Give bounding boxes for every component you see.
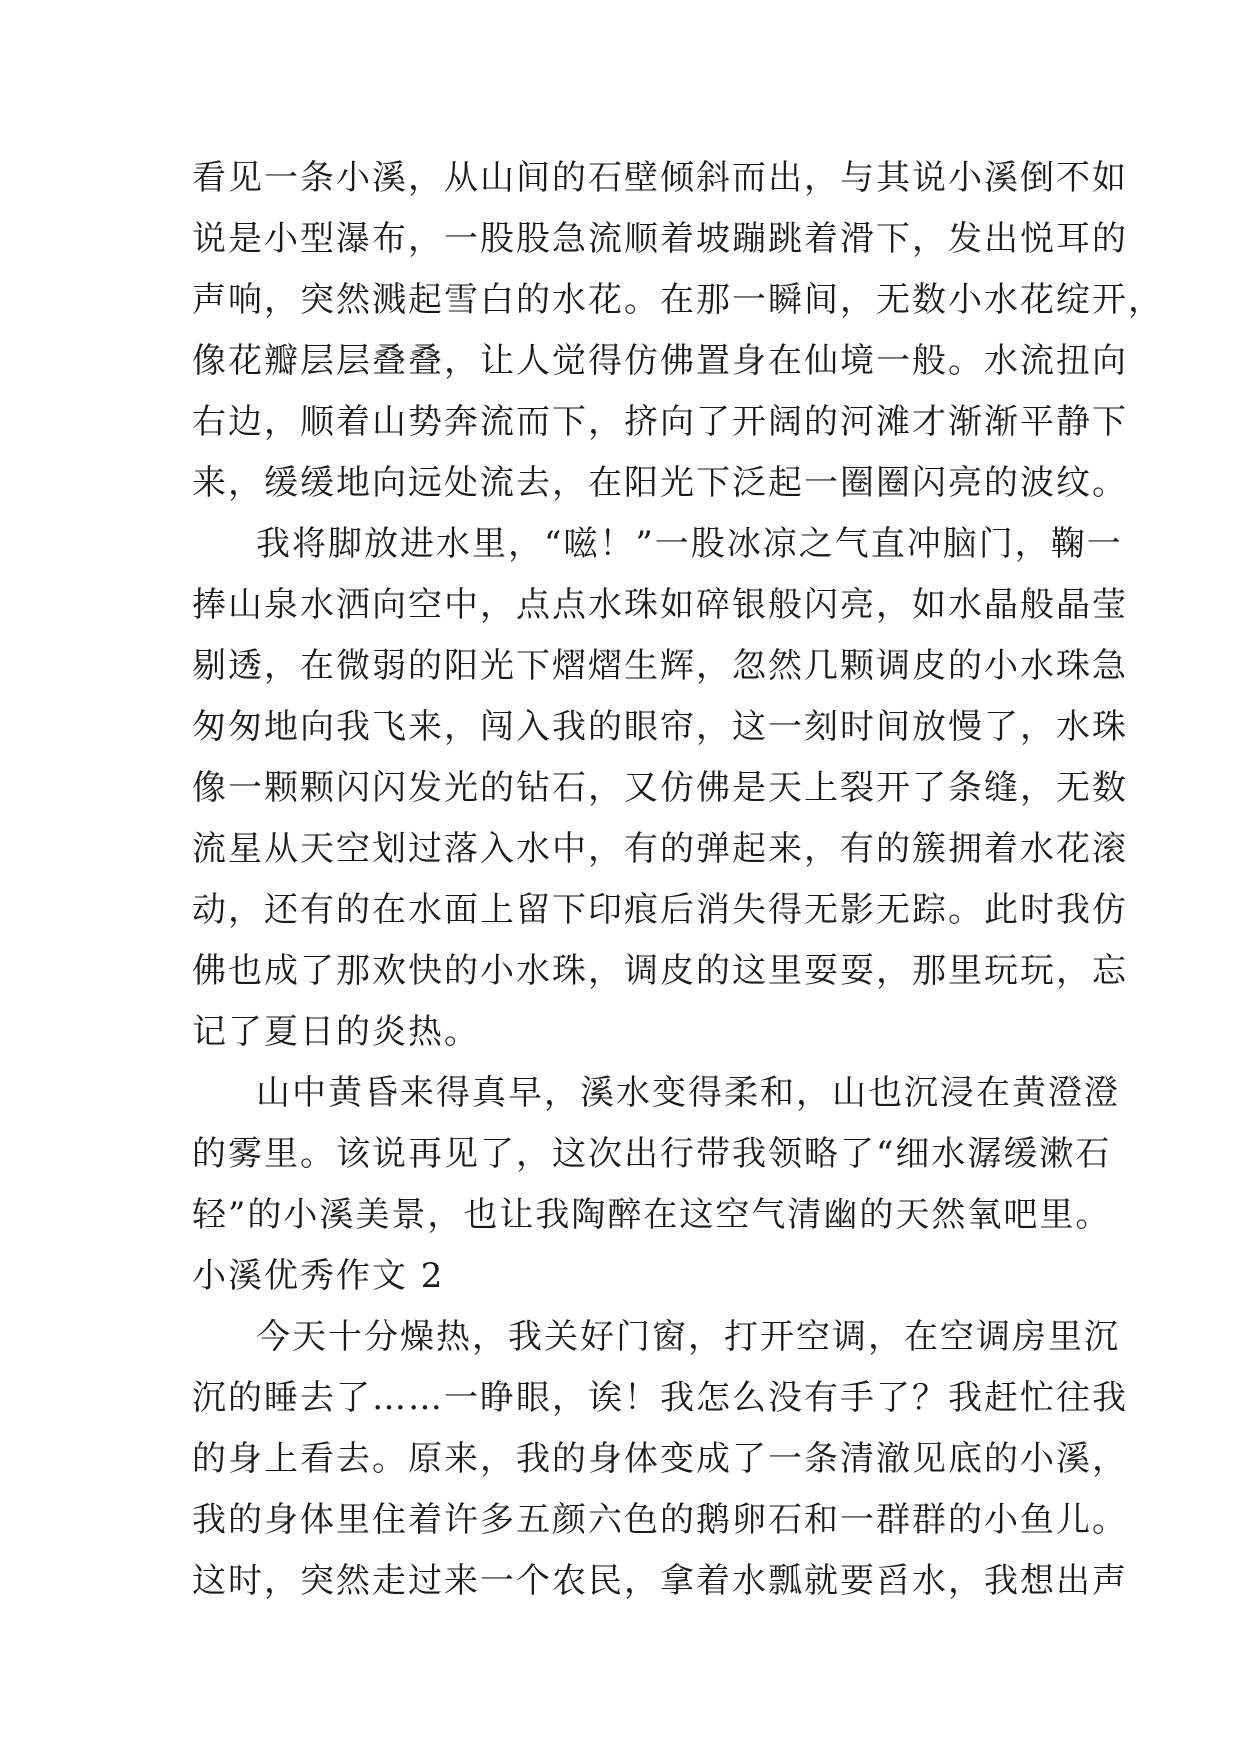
text-line: 记了夏日的炎热。 (192, 1012, 480, 1052)
text-line: 捧山泉水洒向空中，点点水珠如碎银般闪亮，如水晶般晶莹 (192, 585, 1128, 625)
text-line: 声响，突然溅起雪白的水花。在那一瞬间，无数小水花绽开， (192, 280, 1164, 320)
text-line: 轻”的小溪美景，也让我陶醉在这空气清幽的天然氧吧里。 (192, 1195, 1112, 1235)
text-line: 像花瓣层层叠叠，让人觉得仿佛置身在仙境一般。水流扭向 (192, 341, 1128, 381)
text-line: 沉的睡去了……一睁眼，诶！我怎么没有手了？我赶忙往我 (192, 1378, 1128, 1418)
paragraph-1 (192, 148, 1164, 514)
text-line: 看见一条小溪，从山间的石壁倾斜而出，与其说小溪倒不如 (192, 158, 1128, 198)
paragraph-3 (192, 1063, 1120, 1246)
text-line: 右边，顺着山势奔流而下，挤向了开阔的河滩才渐渐平静下 (192, 402, 1128, 442)
text-line: 我的身体里住着许多五颜六色的鹅卵石和一群群的小鱼儿。 (192, 1500, 1128, 1540)
text-line: 匆匆地向我飞来，闯入我的眼帘，这一刻时间放慢了，水珠 (192, 707, 1128, 747)
text-line: 今天十分燥热，我关好门窗，打开空调，在空调房里沉 (256, 1317, 1120, 1357)
text-line: 说是小型瀑布，一股股急流顺着坡蹦跳着滑下，发出悦耳的 (192, 219, 1128, 259)
text-line: 剔透，在微弱的阳光下熠熠生辉，忽然几颗调皮的小水珠急 (192, 646, 1128, 686)
text-line: 动，还有的在水面上留下印痕后消失得无影无踪。此时我仿 (192, 890, 1128, 930)
paragraph-4 (192, 1307, 1128, 1612)
text-line: 流星从天空划过落入水中，有的弹起来，有的簇拥着水花滚 (192, 829, 1128, 869)
text-line: 佛也成了那欢快的小水珠，调皮的这里耍耍，那里玩玩，忘 (192, 951, 1128, 991)
text-line: 这时，突然走过来一个农民，拿着水瓢就要舀水，我想出声 (192, 1561, 1128, 1601)
text-line: 像一颗颗闪闪发光的钻石，又仿佛是天上裂开了条缝，无数 (192, 768, 1128, 808)
document-body (192, 148, 1164, 1612)
section-heading: 小溪优秀作文 2 (192, 1256, 445, 1296)
text-line: 我将脚放进水里，“嗞！”一股冰凉之气直冲脑门，鞠一 (256, 524, 1123, 564)
text-line: 的身上看去。原来，我的身体变成了一条清澈见底的小溪， (192, 1439, 1128, 1479)
text-line: 来，缓缓地向远处流去，在阳光下泛起一圈圈闪亮的波纹。 (192, 463, 1128, 503)
text-line: 山中黄昏来得真早，溪水变得柔和，山也沉浸在黄澄澄 (256, 1073, 1120, 1113)
text-line: 的雾里。该说再见了，这次出行带我领略了“细水潺缓漱石 (192, 1134, 1112, 1174)
paragraph-2 (192, 514, 1128, 1063)
